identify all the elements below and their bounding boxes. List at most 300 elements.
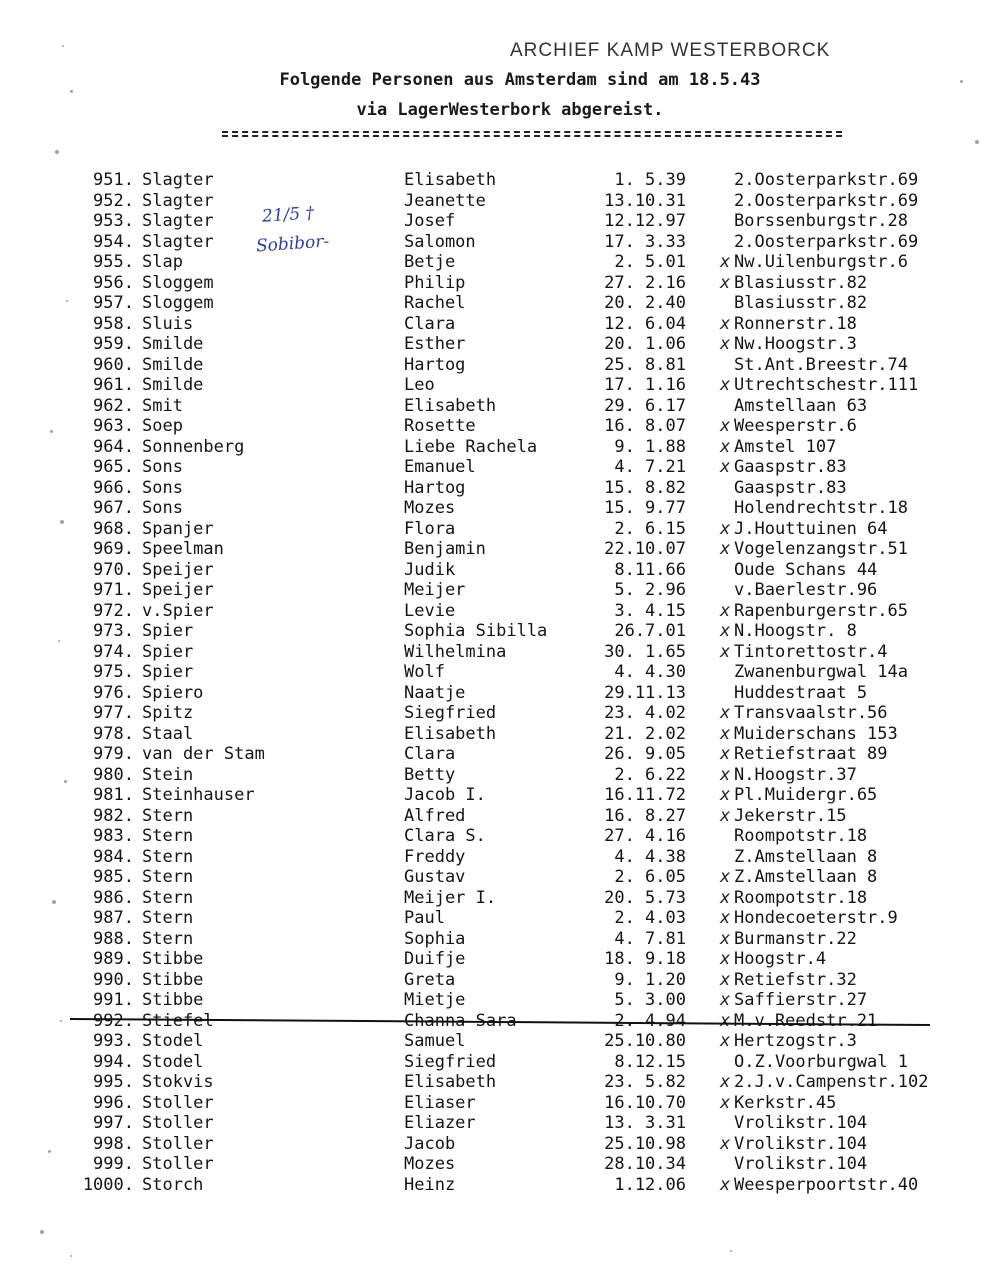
entry-given-name: Sophia bbox=[404, 928, 466, 949]
entry-given-name: Greta bbox=[404, 969, 456, 990]
entry-number: 988. bbox=[93, 928, 134, 949]
list-item bbox=[0, 1072, 1000, 1092]
entry-surname: Sloggem bbox=[142, 293, 214, 313]
entry-given-name: Judik bbox=[404, 559, 456, 580]
entry-number: 1000. bbox=[82, 1174, 134, 1195]
entry-address: M.v.Reedstr.21 bbox=[734, 1010, 878, 1031]
entry-birth-date: 29. 6.17 bbox=[604, 395, 686, 416]
entry-given-name: Siegfried bbox=[404, 1051, 497, 1072]
list-item bbox=[0, 334, 1000, 354]
document-title-line-2: via LagerWesterbork abgereist. bbox=[356, 100, 664, 120]
entry-number: 958. bbox=[93, 313, 134, 334]
entry-surname: Speijer bbox=[142, 559, 214, 580]
list-item bbox=[0, 519, 1000, 539]
entry-address: Weesperpoortstr.40 bbox=[734, 1174, 919, 1195]
entry-surname: Smilde bbox=[142, 375, 204, 395]
entry-address: St.Ant.Breestr.74 bbox=[734, 354, 908, 375]
scan-speck bbox=[60, 520, 64, 524]
entry-given-name: Rosette bbox=[404, 416, 476, 436]
entry-check-mark: x bbox=[720, 1133, 731, 1154]
entry-address: Huddestraat 5 bbox=[734, 682, 868, 703]
scan-speck bbox=[975, 140, 979, 144]
list-item bbox=[0, 232, 1000, 252]
scan-speck bbox=[960, 80, 963, 83]
entry-birth-date: 5. 2.96 bbox=[614, 580, 686, 600]
entry-address: 2.Oosterparkstr.69 bbox=[734, 190, 919, 211]
entry-number: 962. bbox=[93, 395, 134, 416]
entry-address: Utrechtschestr.111 bbox=[734, 375, 919, 395]
entry-number: 956. bbox=[93, 272, 134, 293]
entry-address: Z.Amstellaan 8 bbox=[734, 867, 878, 887]
entry-given-name: Liebe Rachela bbox=[404, 436, 538, 457]
entry-number: 971. bbox=[93, 580, 134, 600]
list-item bbox=[0, 703, 1000, 723]
list-item bbox=[0, 293, 1000, 313]
entry-number: 951. bbox=[93, 170, 134, 190]
entry-given-name: Jacob bbox=[404, 1133, 456, 1154]
entry-given-name: Philip bbox=[404, 272, 466, 293]
entry-birth-date: 20. 5.73 bbox=[604, 887, 686, 908]
entry-surname: Stokvis bbox=[142, 1072, 214, 1092]
entry-number: 980. bbox=[93, 764, 134, 785]
entry-surname: Soep bbox=[142, 416, 183, 436]
entry-number: 987. bbox=[93, 908, 134, 928]
entry-number: 979. bbox=[93, 744, 134, 764]
entry-address: N.Hoogstr.37 bbox=[734, 764, 857, 785]
entry-address: Ronnerstr.18 bbox=[734, 313, 857, 334]
entry-number: 978. bbox=[93, 723, 134, 744]
entry-surname: Smilde bbox=[142, 334, 204, 354]
entry-birth-date: 25.10.80 bbox=[604, 1031, 686, 1051]
list-item bbox=[0, 416, 1000, 436]
entry-address: Gaaspstr.83 bbox=[734, 477, 847, 498]
list-item bbox=[0, 642, 1000, 662]
list-item bbox=[0, 252, 1000, 272]
entry-number: 969. bbox=[93, 539, 134, 559]
entry-birth-date: 12. 6.04 bbox=[604, 313, 686, 334]
entry-number: 955. bbox=[93, 252, 134, 272]
entry-birth-date: 9. 1.20 bbox=[614, 969, 686, 990]
entry-birth-date: 13. 3.31 bbox=[604, 1113, 686, 1133]
entry-birth-date: 4. 4.38 bbox=[614, 846, 686, 867]
entry-birth-date: 2. 6.15 bbox=[614, 518, 686, 539]
entry-check-mark: x bbox=[720, 252, 731, 272]
entry-given-name: Jacob I. bbox=[404, 785, 486, 805]
entry-check-mark: x bbox=[720, 436, 731, 457]
list-item bbox=[0, 396, 1000, 416]
entry-birth-date: 23. 5.82 bbox=[604, 1072, 686, 1092]
entry-birth-date: 27. 2.16 bbox=[604, 272, 686, 293]
handwritten-note-place: Sobibor- bbox=[255, 231, 330, 257]
entry-check-mark: x bbox=[720, 928, 731, 949]
entry-check-mark: x bbox=[720, 703, 731, 723]
entry-birth-date: 25.10.98 bbox=[604, 1133, 686, 1154]
entry-birth-date: 25. 8.81 bbox=[604, 354, 686, 375]
list-item bbox=[0, 806, 1000, 826]
entry-birth-date: 2. 4.94 bbox=[614, 1010, 686, 1031]
entry-address: O.Z.Voorburgwal 1 bbox=[734, 1051, 908, 1072]
entry-birth-date: 4. 7.81 bbox=[614, 928, 686, 949]
entry-number: 973. bbox=[93, 621, 134, 641]
entry-surname: Spanjer bbox=[142, 518, 214, 539]
entry-surname: Stern bbox=[142, 826, 194, 846]
entry-number: 998. bbox=[93, 1133, 134, 1154]
entry-number: 970. bbox=[93, 559, 134, 580]
entry-given-name: Esther bbox=[404, 334, 466, 354]
list-item bbox=[0, 1093, 1000, 1113]
entry-address: 2.J.v.Campenstr.102 bbox=[734, 1072, 929, 1092]
scan-speck bbox=[58, 640, 60, 642]
entry-birth-date: 16. 8.07 bbox=[604, 416, 686, 436]
entry-number: 989. bbox=[93, 949, 134, 969]
list-item bbox=[0, 1134, 1000, 1154]
entry-birth-date: 1.12.06 bbox=[614, 1174, 686, 1195]
list-item bbox=[0, 990, 1000, 1010]
entry-birth-date: 1. 5.39 bbox=[614, 170, 686, 190]
entry-address: Z.Amstellaan 8 bbox=[734, 846, 878, 867]
list-item bbox=[0, 191, 1000, 211]
list-item bbox=[0, 1175, 1000, 1195]
list-item bbox=[0, 724, 1000, 744]
entry-check-mark: x bbox=[720, 539, 731, 559]
scan-speck bbox=[730, 1250, 732, 1252]
entry-check-mark: x bbox=[720, 416, 731, 436]
entry-address: Gaaspstr.83 bbox=[734, 457, 847, 477]
entry-given-name: Clara S. bbox=[404, 826, 486, 846]
entry-number: 965. bbox=[93, 457, 134, 477]
entry-address: Kerkstr.45 bbox=[734, 1092, 837, 1113]
entry-given-name: Mietje bbox=[404, 990, 466, 1010]
entry-birth-date: 21. 2.02 bbox=[604, 723, 686, 744]
entry-birth-date: 17. 1.16 bbox=[604, 375, 686, 395]
scan-speck bbox=[50, 430, 53, 433]
list-item bbox=[0, 826, 1000, 846]
scan-speck bbox=[70, 1255, 72, 1257]
entry-check-mark: x bbox=[720, 272, 731, 293]
entry-number: 982. bbox=[93, 805, 134, 826]
entry-given-name: Mozes bbox=[404, 498, 456, 518]
entry-number: 972. bbox=[93, 600, 134, 621]
entry-birth-date: 2. 6.22 bbox=[614, 764, 686, 785]
entry-birth-date: 12.12.97 bbox=[604, 211, 686, 231]
entry-given-name: Wilhelmina bbox=[404, 641, 507, 662]
entry-birth-date: 16. 8.27 bbox=[604, 805, 686, 826]
list-item bbox=[0, 949, 1000, 969]
list-item bbox=[0, 929, 1000, 949]
entry-given-name: Elisabeth bbox=[404, 1072, 497, 1092]
entry-given-name: Leo bbox=[404, 375, 435, 395]
entry-given-name: Hartog bbox=[404, 477, 466, 498]
entry-birth-date: 8.12.15 bbox=[614, 1051, 686, 1072]
entry-address: Burmanstr.22 bbox=[734, 928, 857, 949]
list-item bbox=[0, 355, 1000, 375]
entry-given-name: Rachel bbox=[404, 293, 466, 313]
entry-address: Rapenburgerstr.65 bbox=[734, 600, 908, 621]
entry-number: 992. bbox=[93, 1010, 134, 1031]
entry-given-name: Jeanette bbox=[404, 190, 486, 211]
entry-surname: Stern bbox=[142, 928, 194, 949]
scan-speck bbox=[55, 150, 59, 154]
entry-number: 983. bbox=[93, 826, 134, 846]
list-item bbox=[0, 765, 1000, 785]
entry-address: Nw.Hoogstr.3 bbox=[734, 334, 857, 354]
entry-given-name: Eliaser bbox=[404, 1092, 476, 1113]
entry-surname: Stiefel bbox=[142, 1010, 214, 1031]
entry-birth-date: 16.11.72 bbox=[604, 785, 686, 805]
entry-surname: Slagter bbox=[142, 211, 214, 231]
entry-check-mark: x bbox=[720, 785, 731, 805]
entry-surname: Speijer bbox=[142, 580, 214, 600]
entry-birth-date: 15. 8.82 bbox=[604, 477, 686, 498]
entry-address: N.Hoogstr. 8 bbox=[734, 621, 857, 641]
entry-birth-date: 27. 4.16 bbox=[604, 826, 686, 846]
list-item bbox=[0, 273, 1000, 293]
archive-stamp: ARCHIEF KAMP WESTERBORCK bbox=[510, 40, 831, 61]
entry-surname: Slagter bbox=[142, 170, 214, 190]
entry-surname: Spitz bbox=[142, 703, 194, 723]
entry-number: 975. bbox=[93, 662, 134, 682]
entry-number: 960. bbox=[93, 354, 134, 375]
entry-given-name: Betje bbox=[404, 252, 456, 272]
entry-surname: Stoller bbox=[142, 1113, 214, 1133]
entry-given-name: Sophia Sibilla bbox=[404, 621, 548, 641]
list-item bbox=[0, 580, 1000, 600]
entry-number: 994. bbox=[93, 1051, 134, 1072]
entry-check-mark: x bbox=[720, 867, 731, 887]
entry-birth-date: 20. 1.06 bbox=[604, 334, 686, 354]
entry-address: Roompotstr.18 bbox=[734, 826, 868, 846]
list-item bbox=[0, 970, 1000, 990]
entry-surname: Stern bbox=[142, 805, 194, 826]
entry-surname: Sons bbox=[142, 457, 183, 477]
list-item bbox=[0, 314, 1000, 334]
entry-birth-date: 4. 4.30 bbox=[614, 662, 686, 682]
entry-number: 981. bbox=[93, 785, 134, 805]
entry-surname: Storch bbox=[142, 1174, 204, 1195]
entry-address: Oude Schans 44 bbox=[734, 559, 878, 580]
list-item bbox=[0, 662, 1000, 682]
entry-surname: Spier bbox=[142, 662, 194, 682]
entry-birth-date: 26. 9.05 bbox=[604, 744, 686, 764]
entry-address: Amstellaan 63 bbox=[734, 395, 868, 416]
entry-surname: Stern bbox=[142, 846, 194, 867]
entry-given-name: Salomon bbox=[404, 231, 476, 252]
entry-given-name: Freddy bbox=[404, 846, 466, 867]
entry-given-name: Elisabeth bbox=[404, 723, 497, 744]
entry-birth-date: 23. 4.02 bbox=[604, 703, 686, 723]
entry-given-name: Alfred bbox=[404, 805, 466, 826]
entry-surname: Smilde bbox=[142, 354, 204, 375]
scan-speck bbox=[70, 90, 73, 93]
entry-given-name: Eliazer bbox=[404, 1113, 476, 1133]
entry-number: 954. bbox=[93, 231, 134, 252]
scan-speck bbox=[40, 1230, 44, 1234]
entry-number: 984. bbox=[93, 846, 134, 867]
entry-address: v.Baerlestr.96 bbox=[734, 580, 878, 600]
entry-birth-date: 30. 1.65 bbox=[604, 641, 686, 662]
entry-given-name: Josef bbox=[404, 211, 456, 231]
entry-address: 2.Oosterparkstr.69 bbox=[734, 231, 919, 252]
entry-surname: Staal bbox=[142, 723, 194, 744]
list-item bbox=[0, 478, 1000, 498]
entry-number: 985. bbox=[93, 867, 134, 887]
entry-number: 966. bbox=[93, 477, 134, 498]
entry-check-mark: x bbox=[720, 641, 731, 662]
entry-check-mark: x bbox=[720, 1072, 731, 1092]
entry-surname: Stoller bbox=[142, 1154, 214, 1174]
entry-address: Muiderschans 153 bbox=[734, 723, 898, 744]
entry-address: Jekerstr.15 bbox=[734, 805, 847, 826]
entry-address: Weesperstr.6 bbox=[734, 416, 857, 436]
entry-address: Vrolikstr.104 bbox=[734, 1133, 868, 1154]
list-item bbox=[0, 601, 1000, 621]
entry-address: Hondecoeterstr.9 bbox=[734, 908, 898, 928]
entry-birth-date: 28.10.34 bbox=[604, 1154, 686, 1174]
entry-check-mark: x bbox=[720, 313, 731, 334]
entry-surname: van der Stam bbox=[142, 744, 265, 764]
entry-number: 995. bbox=[93, 1072, 134, 1092]
entry-address: J.Houttuinen 64 bbox=[734, 518, 888, 539]
list-item bbox=[0, 908, 1000, 928]
entry-birth-date: 18. 9.18 bbox=[604, 949, 686, 969]
entry-address: Vrolikstr.104 bbox=[734, 1113, 868, 1133]
entry-address: Hertzogstr.3 bbox=[734, 1031, 857, 1051]
entry-address: 2.Oosterparkstr.69 bbox=[734, 170, 919, 190]
list-item bbox=[0, 1113, 1000, 1133]
entry-surname: Slap bbox=[142, 252, 183, 272]
entry-birth-date: 8.11.66 bbox=[614, 559, 686, 580]
entry-number: 990. bbox=[93, 969, 134, 990]
list-item bbox=[0, 621, 1000, 641]
entry-surname: Stibbe bbox=[142, 990, 204, 1010]
entry-number: 957. bbox=[93, 293, 134, 313]
entry-birth-date: 9. 1.88 bbox=[614, 436, 686, 457]
entry-check-mark: x bbox=[720, 805, 731, 826]
entry-address: Pl.Muidergr.65 bbox=[734, 785, 878, 805]
entry-given-name: Elisabeth bbox=[404, 170, 497, 190]
entry-surname: Stibbe bbox=[142, 949, 204, 969]
entry-birth-date: 15. 9.77 bbox=[604, 498, 686, 518]
entry-given-name: Siegfried bbox=[404, 703, 497, 723]
entry-surname: Stoller bbox=[142, 1133, 214, 1154]
entry-check-mark: x bbox=[720, 764, 731, 785]
scan-speck bbox=[66, 300, 68, 302]
entry-surname: Slagter bbox=[142, 231, 214, 252]
scan-speck bbox=[52, 900, 56, 904]
entry-birth-date: 2. 5.01 bbox=[614, 252, 686, 272]
entry-surname: Stodel bbox=[142, 1051, 204, 1072]
entry-address: Retiefstr.32 bbox=[734, 969, 857, 990]
entry-surname: Sons bbox=[142, 498, 183, 518]
entry-number: 964. bbox=[93, 436, 134, 457]
entry-address: Borssenburgstr.28 bbox=[734, 211, 908, 231]
handwritten-note-date: 21/5 † bbox=[261, 203, 315, 227]
entry-surname: Stodel bbox=[142, 1031, 204, 1051]
list-item bbox=[0, 1052, 1000, 1072]
entry-check-mark: x bbox=[720, 457, 731, 477]
entry-given-name: Meijer I. bbox=[404, 887, 497, 908]
entry-address: Saffierstr.27 bbox=[734, 990, 868, 1010]
entry-address: Zwanenburgwal 14a bbox=[734, 662, 908, 682]
list-item bbox=[0, 539, 1000, 559]
header-rule bbox=[222, 135, 842, 137]
entry-given-name: Levie bbox=[404, 600, 456, 621]
entry-number: 959. bbox=[93, 334, 134, 354]
entry-surname: Spier bbox=[142, 641, 194, 662]
entry-surname: Slagter bbox=[142, 190, 214, 211]
list-item bbox=[0, 211, 1000, 231]
document-title-line-1: Folgende Personen aus Amsterdam sind am 18.5.43 bbox=[279, 70, 761, 90]
entry-birth-date: 16.10.70 bbox=[604, 1092, 686, 1113]
entry-surname: Stoller bbox=[142, 1092, 214, 1113]
list-item bbox=[0, 888, 1000, 908]
entry-birth-date: 2. 4.03 bbox=[614, 908, 686, 928]
entry-surname: Sluis bbox=[142, 313, 194, 334]
entry-given-name: Mozes bbox=[404, 1154, 456, 1174]
entry-check-mark: x bbox=[720, 334, 731, 354]
entry-surname: Spier bbox=[142, 621, 194, 641]
entry-birth-date: 22.10.07 bbox=[604, 539, 686, 559]
entry-given-name: Clara bbox=[404, 313, 456, 334]
entry-given-name: Gustav bbox=[404, 867, 466, 887]
entry-check-mark: x bbox=[720, 621, 731, 641]
entry-given-name: Samuel bbox=[404, 1031, 466, 1051]
entry-surname: Sonnenberg bbox=[142, 436, 245, 457]
entry-check-mark: x bbox=[720, 1092, 731, 1113]
entry-number: 974. bbox=[93, 641, 134, 662]
entry-number: 976. bbox=[93, 682, 134, 703]
entry-number: 967. bbox=[93, 498, 134, 518]
entry-check-mark: x bbox=[720, 990, 731, 1010]
scan-speck bbox=[64, 780, 67, 783]
entry-address: Blasiusstr.82 bbox=[734, 293, 868, 313]
scan-speck bbox=[62, 45, 64, 47]
entry-birth-date: 17. 3.33 bbox=[604, 231, 686, 252]
entry-number: 952. bbox=[93, 190, 134, 211]
entry-given-name: Meijer bbox=[404, 580, 466, 600]
list-item bbox=[0, 847, 1000, 867]
list-item bbox=[0, 744, 1000, 764]
entry-check-mark: x bbox=[720, 1174, 731, 1195]
entry-check-mark: x bbox=[720, 375, 731, 395]
entry-check-mark: x bbox=[720, 949, 731, 969]
entry-address: Nw.Uilenburgstr.6 bbox=[734, 252, 908, 272]
list-item bbox=[0, 1031, 1000, 1051]
entry-number: 993. bbox=[93, 1031, 134, 1051]
entry-check-mark: x bbox=[720, 600, 731, 621]
entry-check-mark: x bbox=[720, 969, 731, 990]
entry-address: Amstel 107 bbox=[734, 436, 837, 457]
entry-check-mark: x bbox=[720, 1031, 731, 1051]
entry-address: Tintorettostr.4 bbox=[734, 641, 888, 662]
entry-birth-date: 13.10.31 bbox=[604, 190, 686, 211]
entry-surname: v.Spier bbox=[142, 600, 214, 621]
entry-birth-date: 5. 3.00 bbox=[614, 990, 686, 1010]
entry-surname: Stern bbox=[142, 887, 194, 908]
entry-birth-date: 20. 2.40 bbox=[604, 293, 686, 313]
entry-check-mark: x bbox=[720, 518, 731, 539]
entry-check-mark: x bbox=[720, 908, 731, 928]
list-item bbox=[0, 560, 1000, 580]
entry-given-name: Duifje bbox=[404, 949, 466, 969]
entry-birth-date: 4. 7.21 bbox=[614, 457, 686, 477]
entry-given-name: Betty bbox=[404, 764, 456, 785]
list-item bbox=[0, 1154, 1000, 1174]
entry-number: 986. bbox=[93, 887, 134, 908]
entry-given-name: Heinz bbox=[404, 1174, 456, 1195]
entry-number: 961. bbox=[93, 375, 134, 395]
list-item bbox=[0, 437, 1000, 457]
